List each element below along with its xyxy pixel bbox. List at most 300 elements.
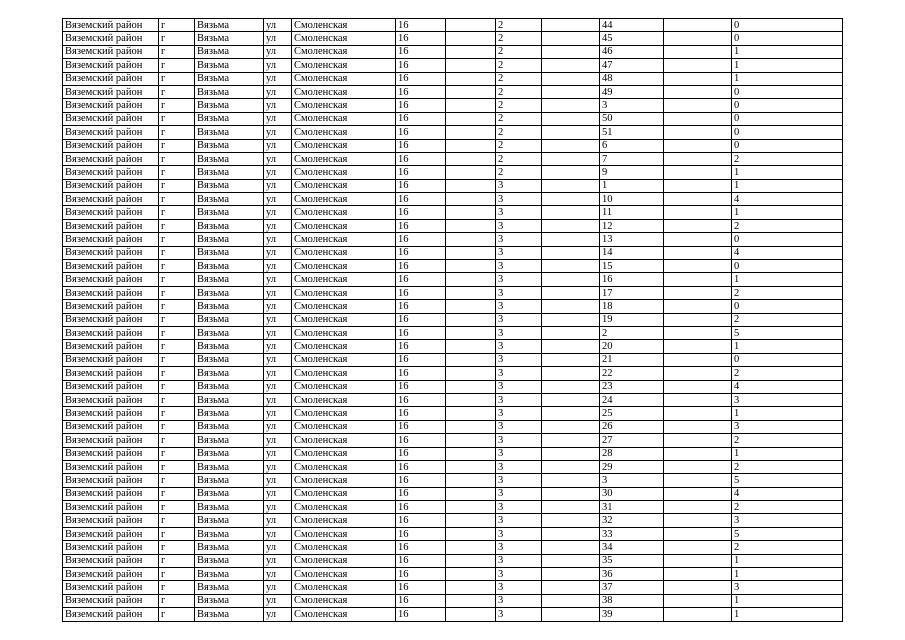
spacer-cell xyxy=(664,59,732,72)
street-cell: Смоленская xyxy=(292,393,396,406)
building-cell xyxy=(446,313,496,326)
table-row xyxy=(63,112,843,125)
house-cell: 16 xyxy=(396,367,446,380)
spacer-cell xyxy=(542,447,600,460)
locality-type-cell: г xyxy=(159,434,195,447)
building-cell xyxy=(446,554,496,567)
building-cell xyxy=(446,326,496,339)
count-cell: 2 xyxy=(732,152,843,165)
entrance-cell: 2 xyxy=(496,112,542,125)
spacer-cell xyxy=(664,447,732,460)
locality-cell: Вязьма xyxy=(195,594,264,607)
count-cell: 1 xyxy=(732,340,843,353)
entrance-cell: 3 xyxy=(496,554,542,567)
street-type-cell: ул xyxy=(264,246,292,259)
house-cell: 16 xyxy=(396,380,446,393)
locality-type-cell: г xyxy=(159,32,195,45)
locality-cell: Вязьма xyxy=(195,273,264,286)
street-cell: Смоленская xyxy=(292,233,396,246)
count-cell: 2 xyxy=(732,313,843,326)
table-row xyxy=(63,300,843,313)
count-cell: 0 xyxy=(732,300,843,313)
house-cell: 16 xyxy=(396,32,446,45)
entrance-cell: 2 xyxy=(496,152,542,165)
district-cell: Вяземский район xyxy=(63,32,159,45)
spacer-cell xyxy=(542,407,600,420)
spacer-cell xyxy=(542,32,600,45)
entrance-cell: 3 xyxy=(496,219,542,232)
spacer-cell xyxy=(542,85,600,98)
count-cell: 0 xyxy=(732,233,843,246)
locality-cell: Вязьма xyxy=(195,554,264,567)
spacer-cell xyxy=(542,353,600,366)
spacer-cell xyxy=(664,99,732,112)
entrance-cell: 2 xyxy=(496,85,542,98)
apartment-cell: 22 xyxy=(600,367,664,380)
street-type-cell: ул xyxy=(264,447,292,460)
street-cell: Смоленская xyxy=(292,126,396,139)
street-type-cell: ул xyxy=(264,45,292,58)
locality-cell: Вязьма xyxy=(195,126,264,139)
street-type-cell: ул xyxy=(264,206,292,219)
table-row xyxy=(63,581,843,594)
entrance-cell: 3 xyxy=(496,514,542,527)
apartment-cell: 1 xyxy=(600,179,664,192)
table-row xyxy=(63,407,843,420)
building-cell xyxy=(446,420,496,433)
street-type-cell: ул xyxy=(264,286,292,299)
spacer-cell xyxy=(664,313,732,326)
spacer-cell xyxy=(664,19,732,32)
spacer-cell xyxy=(664,420,732,433)
building-cell xyxy=(446,152,496,165)
street-cell: Смоленская xyxy=(292,206,396,219)
building-cell xyxy=(446,340,496,353)
district-cell: Вяземский район xyxy=(63,45,159,58)
building-cell xyxy=(446,581,496,594)
spacer-cell xyxy=(664,300,732,313)
spacer-cell xyxy=(664,501,732,514)
spacer-cell xyxy=(542,581,600,594)
locality-type-cell: г xyxy=(159,206,195,219)
street-cell: Смоленская xyxy=(292,166,396,179)
district-cell: Вяземский район xyxy=(63,380,159,393)
street-type-cell: ул xyxy=(264,59,292,72)
count-cell: 1 xyxy=(732,568,843,581)
spacer-cell xyxy=(542,514,600,527)
spacer-cell xyxy=(664,45,732,58)
street-cell: Смоленская xyxy=(292,568,396,581)
building-cell xyxy=(446,568,496,581)
street-cell: Смоленская xyxy=(292,273,396,286)
locality-type-cell: г xyxy=(159,260,195,273)
house-cell: 16 xyxy=(396,233,446,246)
locality-type-cell: г xyxy=(159,152,195,165)
spacer-cell xyxy=(664,179,732,192)
table-row xyxy=(63,139,843,152)
building-cell xyxy=(446,193,496,206)
spacer-cell xyxy=(664,460,732,473)
street-type-cell: ул xyxy=(264,326,292,339)
street-type-cell: ул xyxy=(264,19,292,32)
spacer-cell xyxy=(542,393,600,406)
district-cell: Вяземский район xyxy=(63,460,159,473)
district-cell: Вяземский район xyxy=(63,72,159,85)
apartment-cell: 11 xyxy=(600,206,664,219)
entrance-cell: 3 xyxy=(496,286,542,299)
locality-type-cell: г xyxy=(159,367,195,380)
table-row xyxy=(63,19,843,32)
apartment-cell: 9 xyxy=(600,166,664,179)
street-cell: Смоленская xyxy=(292,99,396,112)
street-cell: Смоленская xyxy=(292,447,396,460)
district-cell: Вяземский район xyxy=(63,313,159,326)
entrance-cell: 3 xyxy=(496,541,542,554)
district-cell: Вяземский район xyxy=(63,487,159,500)
street-type-cell: ул xyxy=(264,608,292,621)
district-cell: Вяземский район xyxy=(63,286,159,299)
street-cell: Смоленская xyxy=(292,219,396,232)
house-cell: 16 xyxy=(396,85,446,98)
house-cell: 16 xyxy=(396,608,446,621)
spacer-cell xyxy=(664,233,732,246)
count-cell: 1 xyxy=(732,72,843,85)
street-type-cell: ул xyxy=(264,581,292,594)
spacer-cell xyxy=(542,474,600,487)
street-type-cell: ул xyxy=(264,474,292,487)
table-row xyxy=(63,380,843,393)
locality-type-cell: г xyxy=(159,608,195,621)
spacer-cell xyxy=(664,608,732,621)
house-cell: 16 xyxy=(396,313,446,326)
district-cell: Вяземский район xyxy=(63,527,159,540)
building-cell xyxy=(446,460,496,473)
apartment-cell: 25 xyxy=(600,407,664,420)
locality-type-cell: г xyxy=(159,126,195,139)
apartment-cell: 20 xyxy=(600,340,664,353)
entrance-cell: 2 xyxy=(496,19,542,32)
street-cell: Смоленская xyxy=(292,541,396,554)
district-cell: Вяземский район xyxy=(63,260,159,273)
street-type-cell: ул xyxy=(264,99,292,112)
entrance-cell: 3 xyxy=(496,233,542,246)
house-cell: 16 xyxy=(396,273,446,286)
apartment-cell: 27 xyxy=(600,434,664,447)
locality-cell: Вязьма xyxy=(195,474,264,487)
locality-cell: Вязьма xyxy=(195,32,264,45)
locality-cell: Вязьма xyxy=(195,434,264,447)
locality-cell: Вязьма xyxy=(195,85,264,98)
district-cell: Вяземский район xyxy=(63,99,159,112)
building-cell xyxy=(446,380,496,393)
locality-type-cell: г xyxy=(159,380,195,393)
apartment-cell: 51 xyxy=(600,126,664,139)
spacer-cell xyxy=(664,85,732,98)
spacer-cell xyxy=(542,72,600,85)
apartment-cell: 47 xyxy=(600,59,664,72)
spacer-cell xyxy=(664,380,732,393)
locality-cell: Вязьма xyxy=(195,447,264,460)
entrance-cell: 3 xyxy=(496,380,542,393)
locality-type-cell: г xyxy=(159,313,195,326)
spacer-cell xyxy=(542,594,600,607)
table-row xyxy=(63,487,843,500)
building-cell xyxy=(446,286,496,299)
apartment-cell: 19 xyxy=(600,313,664,326)
apartment-cell: 48 xyxy=(600,72,664,85)
district-cell: Вяземский район xyxy=(63,59,159,72)
count-cell: 1 xyxy=(732,594,843,607)
entrance-cell: 3 xyxy=(496,434,542,447)
spacer-cell xyxy=(664,112,732,125)
table-row xyxy=(63,32,843,45)
district-cell: Вяземский район xyxy=(63,367,159,380)
count-cell: 0 xyxy=(732,99,843,112)
count-cell: 0 xyxy=(732,260,843,273)
entrance-cell: 3 xyxy=(496,193,542,206)
locality-cell: Вязьма xyxy=(195,112,264,125)
locality-type-cell: г xyxy=(159,59,195,72)
table-row xyxy=(63,313,843,326)
locality-type-cell: г xyxy=(159,246,195,259)
building-cell xyxy=(446,45,496,58)
building-cell xyxy=(446,594,496,607)
spacer-cell xyxy=(664,434,732,447)
house-cell: 16 xyxy=(396,527,446,540)
apartment-cell: 50 xyxy=(600,112,664,125)
count-cell: 1 xyxy=(732,447,843,460)
spacer-cell xyxy=(542,501,600,514)
street-type-cell: ул xyxy=(264,273,292,286)
spacer-cell xyxy=(542,554,600,567)
locality-type-cell: г xyxy=(159,420,195,433)
entrance-cell: 3 xyxy=(496,460,542,473)
district-cell: Вяземский район xyxy=(63,85,159,98)
spacer-cell xyxy=(542,99,600,112)
building-cell xyxy=(446,59,496,72)
entrance-cell: 3 xyxy=(496,206,542,219)
street-type-cell: ул xyxy=(264,434,292,447)
building-cell xyxy=(446,233,496,246)
locality-cell: Вязьма xyxy=(195,514,264,527)
table-row xyxy=(63,219,843,232)
district-cell: Вяземский район xyxy=(63,434,159,447)
street-cell: Смоленская xyxy=(292,487,396,500)
building-cell xyxy=(446,126,496,139)
entrance-cell: 3 xyxy=(496,608,542,621)
spacer-cell xyxy=(542,541,600,554)
locality-cell: Вязьма xyxy=(195,300,264,313)
spacer-cell xyxy=(542,139,600,152)
count-cell: 1 xyxy=(732,608,843,621)
district-cell: Вяземский район xyxy=(63,193,159,206)
entrance-cell: 3 xyxy=(496,260,542,273)
spacer-cell xyxy=(664,581,732,594)
apartment-cell: 36 xyxy=(600,568,664,581)
count-cell: 0 xyxy=(732,112,843,125)
house-cell: 16 xyxy=(396,260,446,273)
apartment-cell: 23 xyxy=(600,380,664,393)
table-row xyxy=(63,474,843,487)
street-type-cell: ул xyxy=(264,353,292,366)
building-cell xyxy=(446,112,496,125)
table-row xyxy=(63,99,843,112)
building-cell xyxy=(446,32,496,45)
spreadsheet-page xyxy=(62,18,842,622)
street-type-cell: ул xyxy=(264,233,292,246)
table-row xyxy=(63,568,843,581)
count-cell: 1 xyxy=(732,59,843,72)
house-cell: 16 xyxy=(396,72,446,85)
count-cell: 4 xyxy=(732,246,843,259)
district-cell: Вяземский район xyxy=(63,474,159,487)
entrance-cell: 3 xyxy=(496,527,542,540)
spacer-cell xyxy=(664,487,732,500)
spacer-cell xyxy=(542,260,600,273)
table-row xyxy=(63,608,843,621)
count-cell: 2 xyxy=(732,286,843,299)
house-cell: 16 xyxy=(396,487,446,500)
table-row xyxy=(63,541,843,554)
spacer-cell xyxy=(542,326,600,339)
building-cell xyxy=(446,487,496,500)
district-cell: Вяземский район xyxy=(63,541,159,554)
apartment-cell: 32 xyxy=(600,514,664,527)
apartment-cell: 38 xyxy=(600,594,664,607)
locality-type-cell: г xyxy=(159,460,195,473)
apartment-cell: 3 xyxy=(600,474,664,487)
entrance-cell: 3 xyxy=(496,501,542,514)
table-row xyxy=(63,206,843,219)
house-cell: 16 xyxy=(396,19,446,32)
spacer-cell xyxy=(664,541,732,554)
spacer-cell xyxy=(542,367,600,380)
building-cell xyxy=(446,393,496,406)
locality-cell: Вязьма xyxy=(195,139,264,152)
building-cell xyxy=(446,99,496,112)
street-cell: Смоленская xyxy=(292,32,396,45)
apartment-cell: 7 xyxy=(600,152,664,165)
spacer-cell xyxy=(664,527,732,540)
street-cell: Смоленская xyxy=(292,514,396,527)
locality-type-cell: г xyxy=(159,19,195,32)
locality-cell: Вязьма xyxy=(195,501,264,514)
locality-type-cell: г xyxy=(159,501,195,514)
street-cell: Смоленская xyxy=(292,367,396,380)
entrance-cell: 3 xyxy=(496,340,542,353)
spacer-cell xyxy=(542,487,600,500)
apartment-cell: 37 xyxy=(600,581,664,594)
spacer-cell xyxy=(664,152,732,165)
count-cell: 3 xyxy=(732,393,843,406)
spacer-cell xyxy=(664,353,732,366)
locality-cell: Вязьма xyxy=(195,568,264,581)
house-cell: 16 xyxy=(396,594,446,607)
building-cell xyxy=(446,514,496,527)
count-cell: 4 xyxy=(732,487,843,500)
count-cell: 0 xyxy=(732,19,843,32)
street-cell: Смоленская xyxy=(292,260,396,273)
house-cell: 16 xyxy=(396,126,446,139)
street-cell: Смоленская xyxy=(292,246,396,259)
table-row xyxy=(63,527,843,540)
count-cell: 3 xyxy=(732,514,843,527)
entrance-cell: 2 xyxy=(496,72,542,85)
locality-cell: Вязьма xyxy=(195,407,264,420)
entrance-cell: 2 xyxy=(496,166,542,179)
spacer-cell xyxy=(664,219,732,232)
house-cell: 16 xyxy=(396,447,446,460)
table-row xyxy=(63,514,843,527)
street-cell: Смоленская xyxy=(292,300,396,313)
table-row xyxy=(63,554,843,567)
house-cell: 16 xyxy=(396,340,446,353)
table-row xyxy=(63,594,843,607)
district-cell: Вяземский район xyxy=(63,206,159,219)
house-cell: 16 xyxy=(396,179,446,192)
locality-cell: Вязьма xyxy=(195,179,264,192)
building-cell xyxy=(446,85,496,98)
spacer-cell xyxy=(542,460,600,473)
entrance-cell: 3 xyxy=(496,568,542,581)
apartment-cell: 15 xyxy=(600,260,664,273)
street-cell: Смоленская xyxy=(292,594,396,607)
apartment-cell: 29 xyxy=(600,460,664,473)
apartment-cell: 2 xyxy=(600,326,664,339)
apartment-cell: 49 xyxy=(600,85,664,98)
street-type-cell: ул xyxy=(264,541,292,554)
street-type-cell: ул xyxy=(264,72,292,85)
district-cell: Вяземский район xyxy=(63,166,159,179)
locality-cell: Вязьма xyxy=(195,260,264,273)
street-type-cell: ул xyxy=(264,32,292,45)
building-cell xyxy=(446,219,496,232)
street-type-cell: ул xyxy=(264,420,292,433)
locality-type-cell: г xyxy=(159,45,195,58)
spacer-cell xyxy=(542,233,600,246)
locality-cell: Вязьма xyxy=(195,367,264,380)
street-type-cell: ул xyxy=(264,193,292,206)
table-row xyxy=(63,326,843,339)
table-row xyxy=(63,72,843,85)
count-cell: 1 xyxy=(732,179,843,192)
spacer-cell xyxy=(664,193,732,206)
house-cell: 16 xyxy=(396,541,446,554)
locality-cell: Вязьма xyxy=(195,99,264,112)
building-cell xyxy=(446,246,496,259)
entrance-cell: 3 xyxy=(496,273,542,286)
spacer-cell xyxy=(542,112,600,125)
locality-type-cell: г xyxy=(159,581,195,594)
street-type-cell: ул xyxy=(264,313,292,326)
table-row xyxy=(63,233,843,246)
count-cell: 3 xyxy=(732,420,843,433)
locality-type-cell: г xyxy=(159,273,195,286)
district-cell: Вяземский район xyxy=(63,501,159,514)
locality-type-cell: г xyxy=(159,286,195,299)
house-cell: 16 xyxy=(396,326,446,339)
count-cell: 1 xyxy=(732,45,843,58)
locality-type-cell: г xyxy=(159,527,195,540)
spacer-cell xyxy=(542,219,600,232)
street-cell: Смоленская xyxy=(292,474,396,487)
building-cell xyxy=(446,367,496,380)
locality-cell: Вязьма xyxy=(195,45,264,58)
district-cell: Вяземский район xyxy=(63,608,159,621)
street-cell: Смоленская xyxy=(292,340,396,353)
house-cell: 16 xyxy=(396,206,446,219)
table-row xyxy=(63,393,843,406)
